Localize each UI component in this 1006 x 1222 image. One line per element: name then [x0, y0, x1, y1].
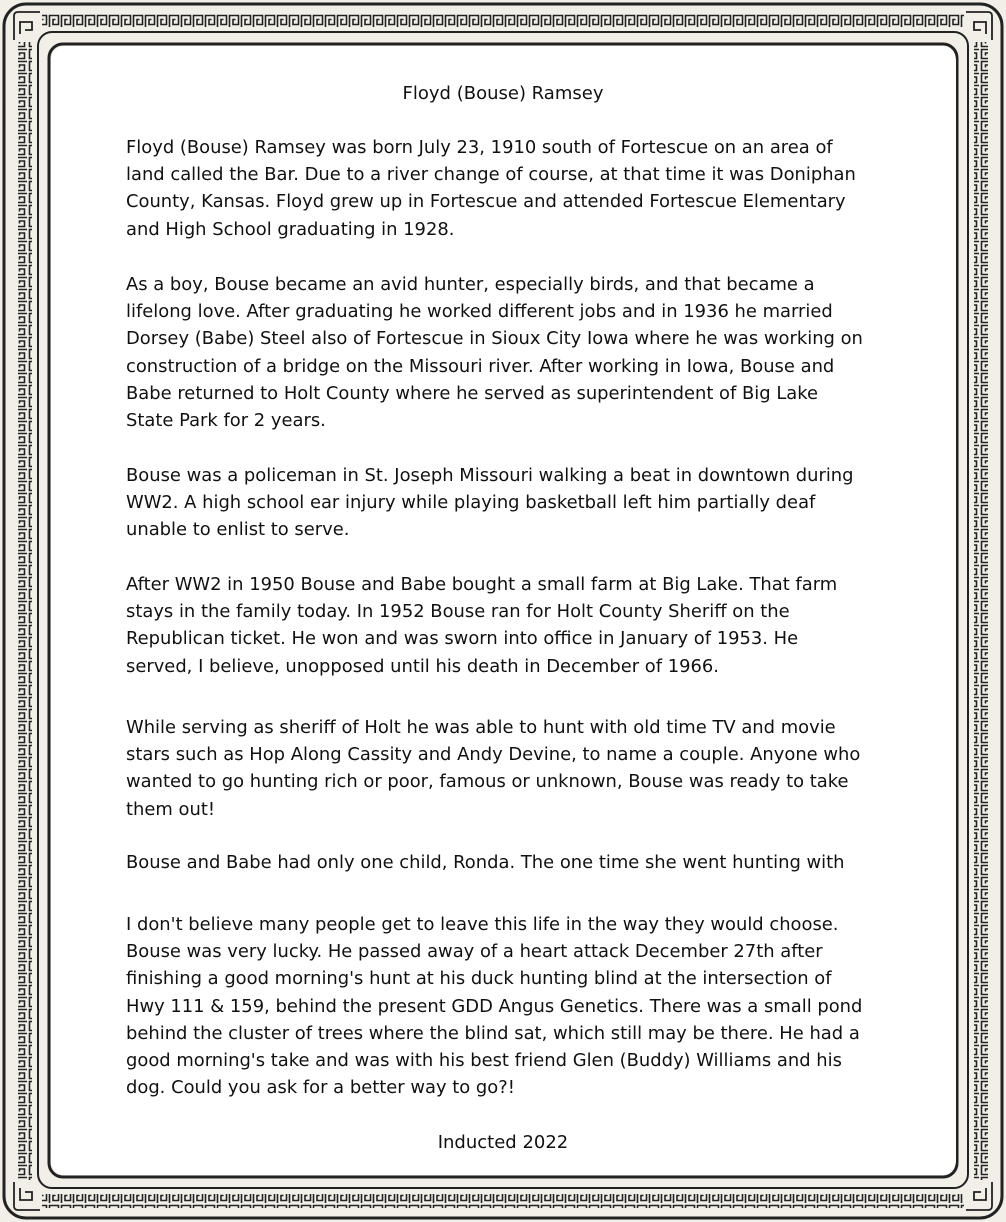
text-line: County, Kansas. Floyd grew up in Fortescue and attended Fortescue Elementary	[126, 191, 846, 213]
paragraph-police	[126, 462, 886, 544]
text-line: stars such as Hop Along Cassity and Andy Devine, to name a couple. Anyone who	[126, 744, 861, 766]
paragraph-hunting	[126, 714, 886, 823]
text-line: Bouse and Babe had only one child, Ronda. The one time she went hunting with	[126, 852, 845, 873]
text-line: Hwy 111 & 159, behind the present GDD Angus Genetics. There was a small pond	[126, 995, 863, 1017]
text-line: construction of a bridge on the Missouri river. After working in Iowa, Bouse and	[126, 355, 835, 377]
text-line: While serving as sheriff of Holt he was able to hunt with old time TV and movie	[126, 717, 836, 738]
text-line: Republican ticket. He won and was sworn into office in January of 1953. He	[126, 628, 799, 650]
text-line: State Park for 2 years.	[126, 410, 326, 432]
text-line: Dorsey (Babe) Steel also of Fortescue in Sioux City Iowa where he was working on	[126, 328, 863, 350]
paragraph-family	[126, 849, 886, 876]
text-line: As a boy, Bouse became an avid hunter, especially birds, and that became a	[126, 274, 815, 295]
text-line: finishing a good morning's hunt at his duck hunting blind at the intersection of	[126, 968, 832, 990]
paragraph-sheriff	[126, 571, 886, 680]
text-line: stays in the family today. In 1952 Bouse ran for Holt County Sheriff on the	[126, 601, 790, 623]
text-line: unable to enlist to serve.	[126, 519, 350, 541]
text-line: and High School graduating in 1928.	[126, 218, 455, 240]
text-line: I don't believe many people get to leave this life in the way they would choose.	[126, 914, 839, 935]
inducted-footer: Inducted 2022	[437, 1132, 569, 1153]
text-line: them out!	[126, 798, 216, 820]
text-line: lifelong love. After graduating he worked different jobs and in 1936 he married	[126, 301, 833, 323]
text-line: behind the cluster of trees where the blind sat, which still may be there. He had a	[126, 1022, 860, 1044]
text-line: WW2. A high school ear injury while playing basketball left him partially deaf	[126, 492, 816, 514]
text-line: served, I believe, unopposed until his death in December of 1966.	[126, 655, 720, 677]
text-line: Babe returned to Holt County where he served as superintendent of Big Lake	[126, 382, 819, 404]
text-line: After WW2 in 1950 Bouse and Babe bought a small farm at Big Lake. That farm	[126, 574, 838, 595]
text-line: Floyd (Bouse) Ramsey was born July 23, 1910 south of Fortescue on an area of	[126, 137, 833, 158]
text-line: wanted to go hunting rich or poor, famous or unknown, Bouse was ready to take	[126, 771, 849, 793]
document-title: Floyd (Bouse) Ramsey	[402, 83, 604, 104]
text-line: dog. Could you ask for a better way to go?!	[126, 1077, 515, 1099]
text-line: Bouse was very lucky. He passed away of a heart attack December 27th after	[126, 941, 823, 963]
text-line: good morning's take and was with his best friend Glen (Buddy) Williams and his	[126, 1050, 842, 1072]
paragraph-birth	[126, 134, 886, 243]
paragraph-passing	[126, 911, 886, 1101]
text-line: land called the Bar. Due to a river change of course, at that time it was Doniphan	[126, 164, 856, 186]
text-line: Bouse was a policeman in St. Joseph Missouri walking a beat in downtown during	[126, 465, 854, 486]
paragraph-youth	[126, 271, 886, 434]
